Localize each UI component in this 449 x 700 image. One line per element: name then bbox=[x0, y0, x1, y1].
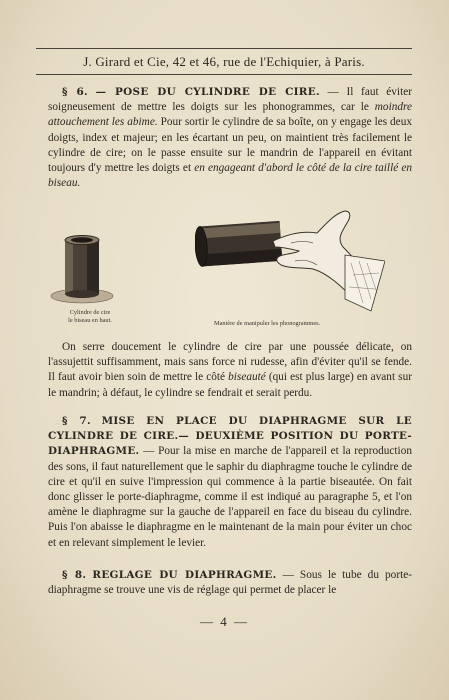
section-title: MISE EN PLACE DU DIAPHRAGME SUR LE CYLINDRE DE CIRE.— DEUXIÈME POSITION DU PORTE-DIAPHRAGME. bbox=[48, 415, 412, 458]
body-text: On serre doucement le cylindre de cire par une poussée délicate, on l'assujettit suffisamment, mais sans force ni rudesse, afin d'éviter qu'il se fende. Il faut avoir bien soin de mettre le côté bbox=[48, 341, 412, 384]
section-title: REGLAGE DU DIAPHRAGME. bbox=[92, 569, 277, 581]
body-text: (qui est plus large) en avant sur le mandrin; à défaut, le cylindre se fendrait et serait perdu. bbox=[48, 371, 412, 399]
paragraph-8 bbox=[48, 568, 412, 598]
italic-text: moindre attouchement les abime. bbox=[48, 101, 412, 129]
page-header: J. Girard et Cie, 42 et 46, rue de l'Echiquier, à Paris. bbox=[36, 48, 412, 75]
section-title: — POSE DU CYLINDRE DE CIRE. bbox=[95, 86, 320, 98]
italic-text: en engageant d'abord le côté de la cire taillé en biseau. bbox=[48, 162, 412, 190]
page-number: — 4 — bbox=[200, 614, 249, 629]
body-text: Pour sortir le cylindre de sa boîte, on y engage les deux doigts, index et majeur; en les écartant un peu, on maintient très facilement le cylindre de cire; on le passe ensuite sur le mandrin de l'appareil en évitant toujours d'y mettre les doigts et bbox=[48, 116, 412, 175]
body-text: — Pour la mise en marche de l'appareil et la reproduction des sons, il faut naturellement que le saphir du diaphragme touche le cylindre de cire et qu'il en suive l'impression qui commence à la partie biseautée. On fait donc glisser le porte-diaphragme, comme il est indiqué au paragraphe 5, et l'on amène le diaphragme sur la gauche de l'appareil en face du biseau du cylindre. Puis l'on abaisse le diaphragme en le maintenant de la main pour éviter un choc et en relevant simplement le levier. bbox=[48, 445, 412, 549]
caption-right: Manière de manipuler les phonogrammes. bbox=[214, 320, 321, 327]
wax-cylinder-illustration bbox=[49, 232, 115, 304]
caption-left: Cylindre de cire le biseau en haut. bbox=[68, 309, 112, 324]
paragraph-7 bbox=[48, 414, 412, 551]
body-text: — Il faut éviter soigneusement de mettre les doigts sur les phonogrammes, car le bbox=[48, 86, 412, 114]
section-number: § 7. bbox=[62, 415, 91, 427]
italic-text: biseauté bbox=[228, 371, 266, 384]
paragraph-cylinder bbox=[48, 340, 412, 401]
paragraph-6 bbox=[48, 85, 412, 191]
hand-holding-cylinder-illustration bbox=[195, 203, 385, 313]
section-number: § 6. bbox=[62, 86, 88, 98]
body-text: — Sous le tube du porte-diaphragme se trouve une vis de réglage qui permet de placer le bbox=[48, 569, 413, 597]
section-number: § 8. bbox=[62, 569, 87, 581]
